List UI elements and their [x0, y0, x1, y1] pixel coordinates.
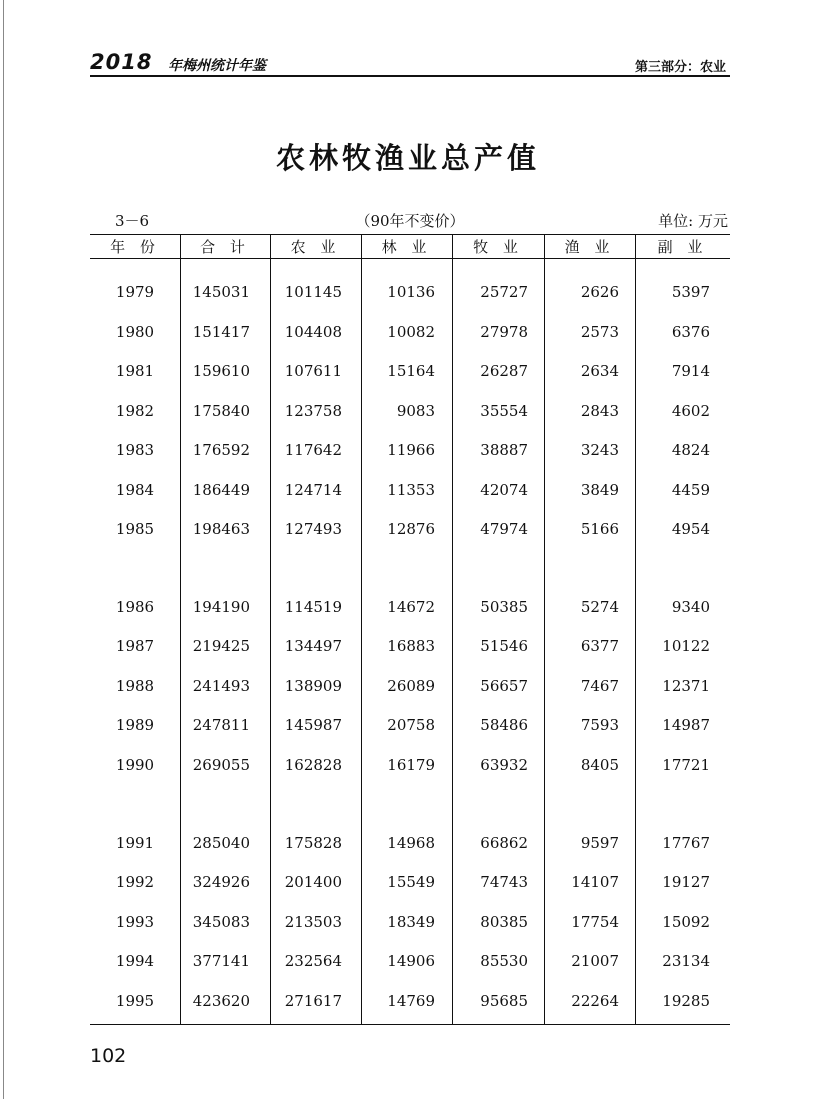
- cell-animal-husbandry: 50385: [480, 598, 528, 616]
- cell-forestry: 18349: [387, 913, 435, 931]
- column-header-fishery: 渔 业: [564, 238, 615, 256]
- cell-animal-husbandry: 66862: [480, 834, 528, 852]
- cell-fishery: 7467: [580, 677, 619, 695]
- cell-agriculture: 271617: [284, 992, 342, 1010]
- table-row: [90, 754, 730, 776]
- cell-sideline: 15092: [662, 913, 710, 931]
- cell-forestry: 10082: [387, 323, 435, 341]
- cell-total: 269055: [192, 756, 250, 774]
- cell-total: 377141: [192, 952, 250, 970]
- column-divider: [452, 235, 453, 1024]
- cell-year: 1994: [115, 952, 155, 970]
- cell-sideline: 10122: [662, 637, 710, 655]
- cell-agriculture: 232564: [284, 952, 342, 970]
- cell-agriculture: 123758: [284, 402, 342, 420]
- cell-year: 1982: [115, 402, 155, 420]
- table-row: [90, 479, 730, 501]
- price-note: （90年不变价）: [355, 212, 465, 230]
- cell-fishery: 6377: [580, 637, 619, 655]
- cell-year: 1991: [115, 834, 155, 852]
- cell-year: 1980: [115, 323, 155, 341]
- cell-year: 1987: [115, 637, 155, 655]
- cell-animal-husbandry: 58486: [480, 716, 528, 734]
- cell-fishery: 2634: [580, 362, 619, 380]
- table-row: [90, 911, 730, 933]
- cell-total: 159610: [192, 362, 250, 380]
- cell-year: 1989: [115, 716, 155, 734]
- cell-forestry: 14906: [387, 952, 435, 970]
- table-row: [90, 400, 730, 422]
- cell-fishery: 14107: [571, 873, 619, 891]
- cell-forestry: 16883: [387, 637, 435, 655]
- cell-sideline: 4954: [671, 520, 710, 538]
- cell-year: 1983: [115, 441, 155, 459]
- table-row: [90, 360, 730, 382]
- column-divider: [270, 235, 271, 1024]
- cell-total: 151417: [192, 323, 250, 341]
- section-label: 第三部分：农业: [634, 60, 726, 75]
- cell-total: 241493: [192, 677, 250, 695]
- cell-agriculture: 101145: [284, 283, 342, 301]
- cell-sideline: 19127: [662, 873, 710, 891]
- cell-agriculture: 145987: [284, 716, 342, 734]
- cell-agriculture: 104408: [284, 323, 342, 341]
- cell-animal-husbandry: 95685: [480, 992, 528, 1010]
- cell-total: 176592: [192, 441, 250, 459]
- table-row: [90, 871, 730, 893]
- cell-agriculture: 175828: [284, 834, 342, 852]
- cell-sideline: 7914: [671, 362, 710, 380]
- cell-agriculture: 107611: [284, 362, 342, 380]
- cell-forestry: 14672: [387, 598, 435, 616]
- cell-total: 324926: [192, 873, 250, 891]
- table-row: [90, 518, 730, 540]
- yearbook-title: 年梅州统计年鉴: [168, 58, 266, 74]
- cell-agriculture: 127493: [284, 520, 342, 538]
- cell-sideline: 6376: [671, 323, 710, 341]
- cell-total: 145031: [192, 283, 250, 301]
- cell-forestry: 26089: [387, 677, 435, 695]
- cell-animal-husbandry: 80385: [480, 913, 528, 931]
- table-meta: [90, 210, 730, 232]
- cell-fishery: 2626: [580, 283, 619, 301]
- page-title: 农林牧渔业总产值: [275, 141, 540, 175]
- cell-animal-husbandry: 74743: [480, 873, 528, 891]
- cell-fishery: 5274: [580, 598, 619, 616]
- cell-year: 1985: [115, 520, 155, 538]
- page-number: 102: [90, 1045, 127, 1067]
- cell-total: 198463: [192, 520, 250, 538]
- cell-total: 219425: [192, 637, 250, 655]
- column-header-sideline: 副 业: [657, 238, 708, 256]
- cell-forestry: 10136: [387, 283, 435, 301]
- cell-sideline: 17721: [662, 756, 710, 774]
- cell-sideline: 4459: [671, 481, 710, 499]
- cell-animal-husbandry: 63932: [480, 756, 528, 774]
- column-header-year: 年 份: [110, 238, 160, 256]
- cell-agriculture: 201400: [284, 873, 342, 891]
- yearbook-year: 2018: [90, 50, 153, 74]
- cell-fishery: 22264: [571, 992, 619, 1010]
- cell-forestry: 16179: [387, 756, 435, 774]
- cell-forestry: 11353: [387, 481, 435, 499]
- cell-sideline: 5397: [671, 283, 710, 301]
- cell-year: 1979: [115, 283, 155, 301]
- cell-forestry: 15549: [387, 873, 435, 891]
- cell-forestry: 14968: [387, 834, 435, 852]
- cell-sideline: 17767: [662, 834, 710, 852]
- cell-fishery: 2843: [580, 402, 619, 420]
- cell-sideline: 4602: [671, 402, 710, 420]
- cell-animal-husbandry: 25727: [480, 283, 528, 301]
- cell-year: 1988: [115, 677, 155, 695]
- cell-total: 175840: [192, 402, 250, 420]
- column-header-forestry: 林 业: [381, 238, 432, 256]
- cell-agriculture: 134497: [284, 637, 342, 655]
- header-row-rule: [90, 258, 730, 259]
- unit-label: 单位: 万元: [658, 212, 728, 230]
- cell-total: 186449: [192, 481, 250, 499]
- cell-agriculture: 213503: [284, 913, 342, 931]
- cell-year: 1986: [115, 598, 155, 616]
- cell-total: 194190: [192, 598, 250, 616]
- table-row: [90, 596, 730, 618]
- page-header: [90, 50, 730, 76]
- cell-total: 345083: [192, 913, 250, 931]
- cell-animal-husbandry: 47974: [480, 520, 528, 538]
- cell-sideline: 4824: [671, 441, 710, 459]
- cell-agriculture: 114519: [284, 598, 342, 616]
- table-row: [90, 635, 730, 657]
- column-divider: [635, 235, 636, 1024]
- cell-agriculture: 124714: [284, 481, 342, 499]
- cell-sideline: 12371: [662, 677, 710, 695]
- cell-sideline: 9340: [671, 598, 710, 616]
- cell-sideline: 23134: [662, 952, 710, 970]
- header-rule: [90, 75, 730, 77]
- cell-animal-husbandry: 85530: [480, 952, 528, 970]
- table-row: [90, 950, 730, 972]
- cell-fishery: 9597: [580, 834, 619, 852]
- column-divider: [361, 235, 362, 1024]
- cell-animal-husbandry: 35554: [480, 402, 528, 420]
- cell-fishery: 8405: [580, 756, 619, 774]
- cell-year: 1984: [115, 481, 155, 499]
- cell-fishery: 2573: [580, 323, 619, 341]
- data-table: [90, 234, 730, 1025]
- cell-year: 1992: [115, 873, 155, 891]
- table-row: [90, 714, 730, 736]
- table-row: [90, 832, 730, 854]
- cell-forestry: 20758: [387, 716, 435, 734]
- cell-forestry: 9083: [396, 402, 435, 420]
- cell-agriculture: 117642: [284, 441, 342, 459]
- table-row: [90, 321, 730, 343]
- column-header-total: 合 计: [200, 238, 250, 256]
- cell-fishery: 21007: [571, 952, 619, 970]
- cell-fishery: 5166: [580, 520, 619, 538]
- cell-agriculture: 138909: [284, 677, 342, 695]
- cell-animal-husbandry: 56657: [480, 677, 528, 695]
- cell-sideline: 19285: [662, 992, 710, 1010]
- cell-animal-husbandry: 26287: [480, 362, 528, 380]
- column-divider: [180, 235, 181, 1024]
- table-row: [90, 439, 730, 461]
- cell-total: 423620: [192, 992, 250, 1010]
- cell-year: 1993: [115, 913, 155, 931]
- cell-year: 1990: [115, 756, 155, 774]
- cell-animal-husbandry: 38887: [480, 441, 528, 459]
- column-divider: [544, 235, 545, 1024]
- cell-animal-husbandry: 51546: [480, 637, 528, 655]
- table-number: 3－6: [115, 212, 150, 230]
- cell-year: 1995: [115, 992, 155, 1010]
- table-row: [90, 675, 730, 697]
- cell-sideline: 14987: [662, 716, 710, 734]
- column-header-animal-husbandry: 牧 业: [473, 238, 523, 256]
- cell-animal-husbandry: 27978: [480, 323, 528, 341]
- column-header-agriculture: 农 业: [290, 238, 341, 256]
- table-row: [90, 990, 730, 1012]
- cell-forestry: 15164: [387, 362, 435, 380]
- cell-forestry: 11966: [387, 441, 435, 459]
- cell-total: 247811: [192, 716, 250, 734]
- cell-year: 1981: [115, 362, 155, 380]
- table-row: [90, 281, 730, 303]
- cell-forestry: 14769: [387, 992, 435, 1010]
- cell-fishery: 3243: [580, 441, 619, 459]
- cell-fishery: 7593: [580, 716, 619, 734]
- cell-total: 285040: [192, 834, 250, 852]
- cell-agriculture: 162828: [284, 756, 342, 774]
- cell-fishery: 3849: [580, 481, 619, 499]
- cell-animal-husbandry: 42074: [480, 481, 528, 499]
- cell-fishery: 17754: [571, 913, 619, 931]
- cell-forestry: 12876: [387, 520, 435, 538]
